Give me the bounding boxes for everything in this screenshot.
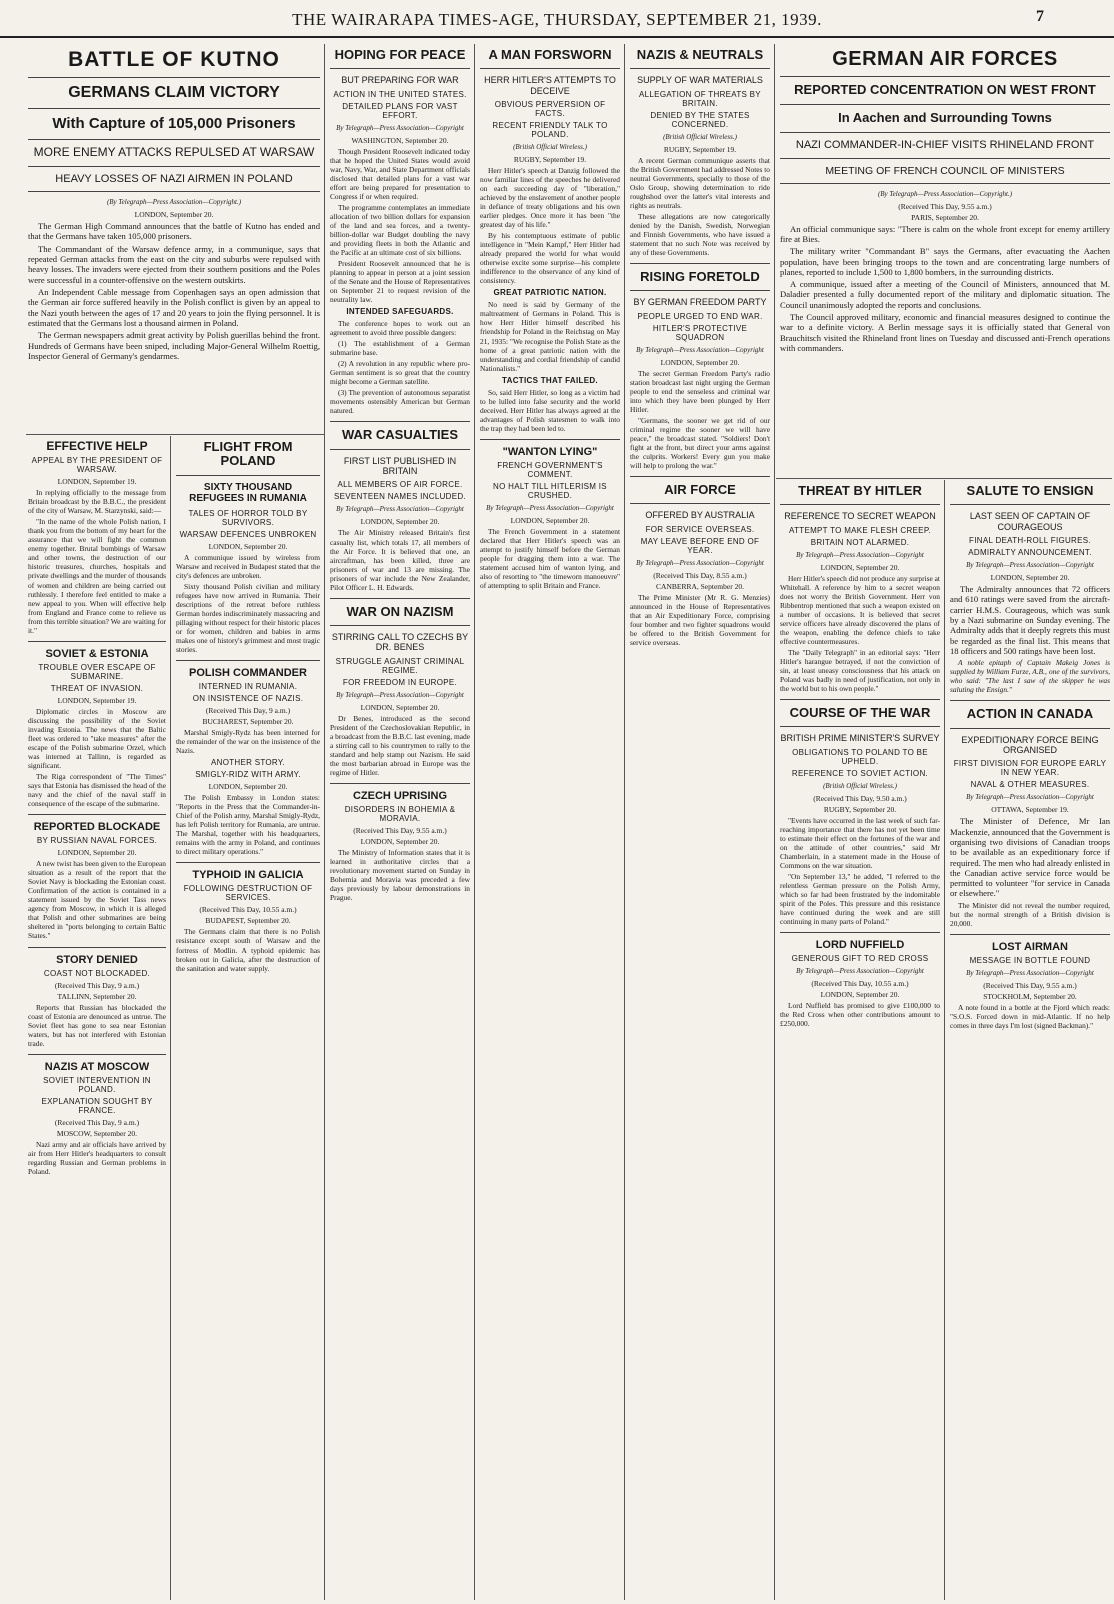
- headline: COURSE OF THE WAR: [789, 705, 931, 721]
- paragraph: By his contemptuous estimate of public intelligence in "Mein Kampf," Herr Hitler had already prepared the world for what would otherwise excite some surprise—his complete indifference to the observance of any kind of consistency.: [480, 231, 620, 286]
- headline: WAR CASUALTIES: [341, 427, 459, 443]
- paragraph: The Riga correspondent of "The Times" says that Estonia has dismissed the head of the navy and the chief of the naval staff in consequence of the escape of the submarine.: [28, 772, 166, 809]
- subheadline: GERMANS CLAIM VICTORY: [68, 84, 280, 102]
- paragraph: The conference hopes to work out an agreement to avoid three possible dangers:: [330, 319, 470, 338]
- paragraph: The Council approved military, economic and financial measures designed to continue the war to a definite victory. A Berlin message says it is officially stated that General von Brauchitsch visited the Rhineland front lines on Tuesday and discussed anti-French operations with commanders.: [780, 312, 1110, 354]
- received-note: (Received This Day, 9.55 a.m.): [353, 825, 447, 835]
- subheadline: FIRST LIST PUBLISHED IN BRITAIN: [343, 455, 457, 477]
- byline: By Telegraph—Press Association—Copyright: [336, 690, 464, 699]
- paragraph: Though President Roosevelt indicated today that he hoped the United States would avoid war, Navy, War, and State Department officials disclosed that detailed plans for a vast war effort are being prepared for presentation to Congress if or when required.: [330, 146, 470, 201]
- subheadline: RECENT FRIENDLY TALK TO POLAND.: [492, 120, 608, 139]
- paragraph: "On September 13," he added, "I referred to the relentless German pressure on the Polish Army, which so far had been frustrated by the indomitable spirit of the Poles. This pressure and this resistance have continued during the week and are still continuing in many parts of Poland.": [780, 871, 940, 927]
- paragraph: Sixty thousand Polish civilian and military refugees have now arrived in Rumania. Their descriptions of the retreat before ruthless German hordes indiscriminately massacring and pillaging without respect for their historic places or for women, children and babies in arms makes one of history's grimmest and most tragic stories.: [176, 581, 320, 654]
- dateline: RUGBY, September 19.: [663, 144, 737, 154]
- dateline: LONDON, September 19.: [57, 477, 137, 487]
- dateline: LONDON, September 20.: [57, 848, 137, 858]
- byline: (By Telegraph—Press Association—Copyright.): [877, 189, 1013, 198]
- subheadline: ALL MEMBERS OF AIR FORCE.: [337, 480, 463, 490]
- dateline: LONDON, September 20.: [360, 702, 440, 712]
- paragraph: Lord Nuffield has promised to give £100,000 to the Red Cross when other contributions amount to £250,000.: [780, 1001, 940, 1029]
- subheadline: SEVENTEEN NAMES INCLUDED.: [334, 492, 466, 502]
- headline: A MAN FORSWORN: [488, 48, 612, 62]
- subheadline: PEOPLE URGED TO END WAR.: [637, 311, 763, 321]
- paragraph: Nazi army and air officials have arrived by air from Herr Hitler's headquarters to consult regarding Russian and German problems in Poland.: [28, 1139, 166, 1176]
- paragraph: The Minister of Defence, Mr Ian Mackenzie, announced that the Government is organising two divisions of Canadian troops to be available as an expeditionary force if required. The men who had already enlisted in the Canadian active service force would be permitted to volunteer "for service in Canada or elsewhere.": [950, 816, 1110, 899]
- column-flight: [176, 440, 320, 1600]
- received-note: (Received This Day, 10.55 a.m.): [811, 979, 909, 989]
- byline: By Telegraph—Press Association—Copyright: [966, 968, 1094, 977]
- headline: LOST AIRMAN: [992, 940, 1068, 953]
- paragraph: The programme contemplates an immediate allocation of two billion dollars for expansion of the land and sea forces, and a twenty-billion-dollar war Budget doubling the navy and providing fleets in both the Atlantic and the Pacific at an ultimate cost of six billions.: [330, 202, 470, 257]
- subheadline: MEETING OF FRENCH COUNCIL OF MINISTERS: [825, 164, 1065, 177]
- paragraph: President Roosevelt announced that he is planning to appear in person at a joint session of the Senate and the House of Representatives on September 21 to request revision of the neutrality law.: [330, 259, 470, 305]
- subheadline: ADMIRALTY ANNOUNCEMENT.: [968, 547, 1092, 557]
- paragraph: "Events have occurred in the last week of such far-reaching importance that there has not yet been time to estimate their effect on the fortunes of the war and on the attitude of other countries," said Mr Chamberlain, in a statement made in the House of Commons on the war situation.: [780, 815, 940, 870]
- paragraph: The "Daily Telegraph" in an editorial says: "Herr Hitler's harangue betrayed, if not the conviction of sin, at least uneasy consciousness that his attack on Poland was badly in need of justification, not only in the world but to his own people.": [780, 647, 940, 694]
- subheadline: THREAT OF INVASION.: [50, 683, 144, 693]
- subheadline: NAZI COMMANDER-IN-CHIEF VISITS RHINELAND FRONT: [795, 138, 1095, 151]
- paragraph: The Commandant of the Warsaw defence army, in a communique, says that repeated German attacks from the east on the city and suburbs were repulsed with heavy losses. The invaders were ejected from their southern positions and the Poles were successful in a counter-offensive on the western outskirts.: [28, 243, 320, 285]
- subheadline: HERR HITLER'S ATTEMPTS TO DECEIVE: [484, 75, 616, 96]
- paragraph: A communique, issued after a meeting of the Council of Ministers, announced that M. Daladier presented a fully documented report of the military and diplomatic situation. The Council unanimously adopted the reports and conclusions.: [780, 279, 1110, 310]
- received-note: (Received This Day, 9 a.m.): [54, 980, 140, 990]
- paragraph: The military writer "Commandant B" says the Germans, after evacuating the Aachen population, have been bringing troops to the town and are concentrating large numbers of planes, reported to include 1,500 to 1,800 bombers, in the surrounding districts.: [780, 246, 1110, 277]
- headline: BATTLE OF KUTNO: [68, 48, 280, 71]
- article-german-air-forces: [780, 48, 1110, 476]
- column-rule: [474, 44, 475, 1600]
- paragraph: The Germans claim that there is no Polish resistance except south of Warsaw and the fortress of Modlin. A typhoid epidemic has broken out in Galicia, after the destruction of the sanitation and water supply.: [176, 927, 320, 973]
- paragraph: "Germans, the sooner we get rid of our criminal regime the sooner we will have peace," the broadcast stated. "Soldiers! Don't fight at the front, but direct your arms against the culprits. Workers! Every gun you make will help to prolong the war.": [630, 415, 770, 470]
- subheadline: MAY LEAVE BEFORE END OF YEAR.: [640, 536, 760, 555]
- subheadline: BUT PREPARING FOR WAR: [341, 75, 459, 86]
- headline: GERMAN AIR FORCES: [832, 48, 1058, 70]
- byline: By Telegraph—Press Association—Copyright: [796, 967, 924, 976]
- paragraph: A communique issued by wireless from Warsaw and received in Budapest stated that the city's defences are unbroken.: [176, 552, 320, 580]
- subheadline: INTENDED SAFEGUARDS.: [346, 307, 454, 317]
- paragraph: The French Government in a statement declared that Herr Hitler's speech was an attempt to justify himself before the German people for dragging them into a war. The statement accused him of wanton lying, and also of resorting to "the timeworn manoeuvre" of attempting to split Britain and France.: [480, 526, 620, 591]
- subheadline: TROUBLE OVER ESCAPE OF SUBMARINE.: [38, 662, 156, 681]
- dateline: RUGBY, September 20.: [823, 804, 897, 814]
- subheadline: FOR FREEDOM IN EUROPE.: [342, 677, 458, 687]
- paragraph: So, said Herr Hitler, so long as a victim had to be lulled into false security and the world deceived. Herr Hitler has always agreed at the advantages of Polish statesmen to walk into the trap they had been led to.: [480, 387, 620, 433]
- subheadline: DETAILED PLANS FOR VAST EFFORT.: [342, 101, 458, 120]
- paragraph: The Air Ministry released Britain's first casualty list, which totals 17, all members of the Air Force. It is believed that one, an aircraftman, has been killed, three are prisoners of war and 13 are missing. The prisoners of war include the New Zealander, Pilot Officer L. H. Edwards.: [330, 528, 470, 592]
- dateline: LONDON, September 20.: [208, 782, 288, 792]
- column-rule: [944, 480, 945, 1600]
- subheadline: WARSAW DEFENCES UNBROKEN: [179, 529, 317, 539]
- dateline: CANBERRA, September 20.: [656, 581, 744, 591]
- headline: STORY DENIED: [56, 953, 138, 966]
- paragraph: The Minister did not reveal the number required, but the normal strength of a British division is 20,000.: [950, 900, 1110, 928]
- paragraph: The Ministry of Information states that it is learned in authoritative circles that a revolutionary movement started on Sunday in Bohemia and Moravia was preceded a few days previously by labour demonstrations in Prague.: [330, 847, 470, 903]
- dateline: LONDON, September 19.: [57, 695, 137, 705]
- headline: AIR FORCE: [664, 481, 736, 497]
- subheadline: TALES OF HORROR TOLD BY SURVIVORS.: [188, 508, 308, 527]
- headline: THREAT BY HITLER: [798, 484, 922, 498]
- dateline: TALLINN, September 20.: [57, 991, 137, 1001]
- dateline: LONDON, September 20.: [360, 836, 440, 846]
- section-rule: [776, 478, 1112, 479]
- byline: By Telegraph—Press Association—Copyright: [336, 123, 464, 132]
- byline: (British Official Wireless.): [663, 132, 737, 141]
- subheadline: LAST SEEN OF CAPTAIN OF COURAGEOUS: [969, 511, 1091, 532]
- column-seven: [950, 484, 1110, 1600]
- column-left: [28, 440, 166, 1600]
- subheadline: ATTEMPT TO MAKE FLESH CREEP.: [789, 525, 931, 535]
- paragraph: (3) The prevention of autonomous separatist movements ostensibly American but German natured.: [330, 388, 470, 416]
- paragraph: A recent German communique asserts that the British Government had addressed Notes to neutral Governments, specially to those of the Oslo Group, showing determination to ride roughshod over the latter's vital interests and rights as neutrals.: [630, 155, 770, 210]
- subheadline: BY GERMAN FREEDOM PARTY: [633, 297, 767, 308]
- column-three: [330, 48, 470, 1600]
- subheadline: GREAT PATRIOTIC NATION.: [493, 288, 607, 298]
- received-note: (Received This Day, 9.50 a.m.): [813, 793, 907, 803]
- byline: By Telegraph—Press Association—Copyright: [796, 550, 924, 559]
- dateline: LONDON, September 20.: [510, 515, 590, 525]
- byline: By Telegraph—Press Association—Copyright: [966, 793, 1094, 802]
- headline: ACTION IN CANADA: [966, 706, 1094, 722]
- dateline: STOCKHOLM, September 20.: [983, 991, 1077, 1001]
- subheadline: ANOTHER STORY.: [211, 758, 285, 768]
- subheadline: NAVAL & OTHER MEASURES.: [970, 780, 1090, 790]
- subheadline: FOR SERVICE OVERSEAS.: [645, 524, 755, 534]
- subheadline: FOLLOWING DESTRUCTION OF SERVICES.: [183, 884, 313, 903]
- subheadline: With Capture of 105,000 Prisoners: [52, 115, 296, 133]
- received-note: (Received This Day, 9 a.m.): [205, 706, 291, 716]
- paragraph: A new twist has been given to the European situation as a result of the report that the Soviet Navy is blockading the Estonian coast. Confirmation of the action is contained in a statement issued by the Soviet Tass news agency from Moscow, in which it is alleged that Polish and other submarines are being sheltered in "ports belonging to certain Baltic States.": [28, 859, 166, 941]
- headline: NAZIS AT MOSCOW: [44, 1060, 150, 1073]
- subheadline: ON INSISTENCE OF NAZIS.: [192, 694, 304, 704]
- byline: By Telegraph—Press Association—Copyright: [336, 505, 464, 514]
- dateline: LONDON, September 20.: [208, 541, 288, 551]
- dateline: LONDON, September 20.: [134, 210, 214, 220]
- section-rule: [26, 434, 324, 435]
- byline: By Telegraph—Press Association—Copyright: [636, 558, 764, 567]
- dateline: WASHINGTON, September 20.: [351, 135, 449, 145]
- subheadline: FIRST DIVISION FOR EUROPE EARLY IN NEW YEAR.: [953, 759, 1107, 778]
- paragraph: Herr Hitler's speech at Danzig followed the now familiar lines of the speeches he delivered on each succeeding day of "liberation," achieved by the enslavement of another people in defiance of treaty obligations and his own earlier pledges. Once more it has been "the greatest day of his life.": [480, 165, 620, 230]
- column-rule: [324, 44, 325, 1600]
- paragraph: A note found in a bottle at the Fjord which reads: "S.O.S. Forced down in mid-Atlantic. If no help comes in three days I'm lost (signed Backman).": [950, 1002, 1110, 1031]
- dateline: OTTAWA, September 19.: [991, 805, 1069, 815]
- dateline: LONDON, September 20.: [820, 562, 900, 572]
- byline: (British Official Wireless.): [513, 142, 587, 151]
- headline: NAZIS & NEUTRALS: [636, 48, 764, 62]
- headline: REPORTED BLOCKADE: [33, 821, 161, 834]
- column-six: [780, 484, 940, 1600]
- paragraph: A noble epitaph of Captain Makeig Jones is supplied by William Furze, A.B., one of the survivors, who said: "The last I saw of the skipper he was saluting the Ensign.": [950, 658, 1110, 695]
- dateline: RUGBY, September 19.: [513, 154, 587, 164]
- received-note: (Received This Day, 9.55 a.m.): [898, 201, 992, 211]
- headline: SALUTE TO ENSIGN: [966, 484, 1094, 498]
- subheadline: REFERENCE TO SECRET WEAPON: [784, 511, 936, 522]
- byline: By Telegraph—Press Association—Copyright: [966, 560, 1094, 569]
- subheadline: REPORTED CONCENTRATION ON WEST FRONT: [794, 82, 1096, 97]
- column-four: [480, 48, 620, 1600]
- subheadline: FRENCH GOVERNMENT'S COMMENT.: [497, 460, 603, 479]
- paragraph: The German High Command announces that the battle of Kutno has ended and that the Germans have taken 105,000 prisoners.: [28, 221, 320, 242]
- byline: By Telegraph—Press Association—Copyright: [486, 503, 614, 512]
- paragraph: (1) The establishment of a German submarine base.: [330, 339, 470, 358]
- headline: RISING FORETOLD: [640, 268, 760, 284]
- subheadline: NO HALT TILL HITLERISM IS CRUSHED.: [493, 481, 607, 500]
- column-rule: [170, 436, 171, 1600]
- byline: By Telegraph—Press Association—Copyright: [636, 345, 764, 354]
- subheadline: EXPLANATION SOUGHT BY FRANCE.: [41, 1096, 153, 1115]
- subheadline: SUPPLY OF WAR MATERIALS: [637, 75, 763, 86]
- received-note: (Received This Day, 9.55 a.m.): [983, 980, 1077, 990]
- dateline: PARIS, September 20.: [911, 212, 979, 222]
- received-note: (Received This Day, 8.55 a.m.): [653, 570, 747, 580]
- headline: CZECH UPRISING: [352, 789, 448, 802]
- subheadline: HEAVY LOSSES OF NAZI AIRMEN IN POLAND: [55, 172, 293, 185]
- paragraph: The German newspapers admit great activity by Polish guerillas behind the front. Hundreds of Germans have been sniped, including Major-General Wilhelm Roettig, Inspector General of Germany's gendarmes.: [28, 330, 320, 361]
- dateline: MOSCOW, September 20.: [56, 1128, 138, 1138]
- subheadline: ACTION IN THE UNITED STATES.: [333, 89, 467, 99]
- paragraph: The Polish Embassy in London states: "Reports in the Press that the Commander-in-Chief of the Polish army, Marshal Smigly-Rydz, has left Polish territory for Rumania, are untrue. The Marshal, together with his headquarters, remains with the army in Poland, and continues to direct military operations.": [176, 793, 320, 857]
- subheadline: HITLER'S PROTECTIVE SQUADRON: [652, 323, 748, 342]
- headline: "WANTON LYING": [502, 445, 598, 458]
- subheadline: TACTICS THAT FAILED.: [502, 375, 598, 385]
- headline: SOVIET & ESTONIA: [45, 647, 149, 660]
- subheadline: MORE ENEMY ATTACKS REPULSED AT WARSAW: [33, 144, 315, 159]
- paragraph: Dr Benes, introduced as the second President of the Czechoslovakian Republic, in a broadcast from the B.B.C. last evening, made a stirring call to his countrymen to rally to the standard and help stamp out Nazism. He said the most barbarian abroad in Europe was the regime of Hitler.: [330, 713, 470, 777]
- subheadline: SMIGLY-RIDZ WITH ARMY.: [195, 770, 301, 780]
- subheadline: REFERENCE TO SOVIET ACTION.: [791, 768, 929, 778]
- subheadline: OBVIOUS PERVERSION OF FACTS.: [494, 99, 606, 118]
- subheadline: EXPEDITIONARY FORCE BEING ORGANISED: [961, 734, 1099, 755]
- masthead: [0, 6, 1114, 38]
- subheadline: In Aachen and Surrounding Towns: [838, 109, 1052, 125]
- headline: HOPING FOR PEACE: [334, 48, 466, 62]
- paragraph: Reports that Russian has blockaded the coast of Estonia are denounced as untrue. The Soviet fleet has gone to sea near Estonian waters, but has not interfered with Estonian trade.: [28, 1002, 166, 1048]
- dateline: LONDON, September 20.: [990, 572, 1070, 582]
- subheadline: GENEROUS GIFT TO RED CROSS: [791, 954, 929, 964]
- subheadline: STRUGGLE AGAINST CRIMINAL REGIME.: [335, 656, 465, 675]
- article-battle-of-kutno: [28, 48, 320, 432]
- headline: WAR ON NAZISM: [346, 603, 454, 619]
- paragraph: Herr Hitler's speech did not produce any surprise at Whitehall. A reference by him to a secret weapon does not worry the British Government. Herr von Ribbentrop mentioned that such a weapon existed on a number of occasions. It is believed that secret service officers have already discovered the plans of the weapon, enabling the defence chiefs to take effective countermeasures.: [780, 573, 940, 646]
- paragraph: The secret German Freedom Party's radio station broadcast last night urging the German people to end the senseless and criminal war into which they have been plunged by Herr Hitler.: [630, 368, 770, 414]
- column-five: [630, 48, 770, 1600]
- column-rule: [624, 44, 625, 1600]
- paragraph: An Independent Cable message from Copenhagen says an open admission that the German air force suffered heavily in the Polish conflict is given by an appeal to the Nazi youth between the ages of 17 and 20 years to join the flying personnel. It is estimated that the Germans lost a thousand airmen in Poland.: [28, 287, 320, 328]
- byline: (By Telegraph—Press Association—Copyright.): [106, 198, 242, 207]
- dateline: LONDON, September 20.: [820, 990, 900, 1000]
- paragraph: The Admiralty announces that 72 officers and 610 ratings were saved from the aircraft-carrier H.M.S. Courageous, which was sunk by a Nazi submarine on Sunday evening. The Admiralty adds that it deeply regrets this must be regarded as the final list. This means that 18 officers and 500 ratings have been lost.: [950, 583, 1110, 656]
- paragraph: Diplomatic circles in Moscow are discussing the possibility of the Soviet invading Estonia. The news that the Baltic fleet was ordered to "take measures" after the escape of the Polish submarine Orzel, which was interned at Tallinn, is regarded as significant.: [28, 706, 166, 770]
- paragraph: Marshal Smigly-Rydz has been interned for the remainder of the war on the insistence of the Nazis.: [176, 728, 320, 756]
- subheadline: BY RUSSIAN NAVAL FORCES.: [36, 836, 158, 846]
- subheadline: DISORDERS IN BOHEMIA & MORAVIA.: [344, 804, 456, 823]
- column-rule: [774, 44, 775, 1600]
- paragraph: The Prime Minister (Mr R. G. Menzies) announced in the House of Representatives that an Air Expeditionary Force, comprising four bomber and two fighter squadrons would be offered to the British Government for service overseas.: [630, 592, 770, 647]
- headline: EFFECTIVE HELP: [46, 440, 148, 453]
- paragraph: (2) A revolution in any republic where pro-German sentiment is so great that the country might become a German satellite.: [330, 359, 470, 387]
- received-note: (Received This Day, 9 a.m.): [54, 1117, 140, 1127]
- subheadline: SOVIET INTERVENTION IN POLAND.: [43, 1075, 151, 1094]
- masthead-title: THE WAIRARAPA TIMES-AGE, THURSDAY, SEPTEMBER 21, 1939.: [292, 10, 822, 29]
- paragraph: An official communique says: "There is calm on the whole front except for enemy artillery fire at Bies.: [780, 223, 1110, 244]
- subheadline: BRITAIN NOT ALARMED.: [810, 537, 910, 547]
- subheadline: OFFERED BY AUSTRALIA: [645, 510, 755, 521]
- received-note: (Received This Day, 10.55 a.m.): [199, 905, 297, 915]
- paragraph: "In the name of the whole Polish nation, I thank you from the bottom of my heart for the assurance that we will fight the common enemy together. Brutal bombings of Warsaw and other towns, the destruction of our historic treasures, churches, hospitals and private dwellings and the murder of thousands of women and children are being carried out ruthlessly. I therefore feel entitled to make a new appeal to you. When will effective help from England and France come to relieve us from this terrible situation? We are waiting for it.": [28, 517, 166, 635]
- headline: TYPHOID IN GALICIA: [192, 869, 304, 882]
- headline: FLIGHT FROM POLAND: [203, 440, 293, 469]
- subheadline: SIXTY THOUSAND REFUGEES IN RUMANIA: [189, 481, 307, 505]
- paragraph: No need is said by Germany of the maltreatment of Germans in Poland. This is how Herr Hitler himself described his friendship for Poland in the Reichstag on May 21, 1935: "We recognise the Polish State as the home of a great patriotic nation with the understanding and cordial friendship of candid Nationalists.": [480, 300, 620, 373]
- paragraph: In replying officially to the message from Britain broadcast by the B.B.C., the president of the city of Warsaw, M. Starzynski, said:—: [28, 488, 166, 516]
- dateline: LONDON, September 20.: [660, 357, 740, 367]
- byline: (British Official Wireless.): [823, 781, 897, 790]
- page-number: 7: [1036, 8, 1044, 25]
- subheadline: OBLIGATIONS TO POLAND TO BE UPHELD.: [792, 747, 928, 766]
- subheadline: STIRRING CALL TO CZECHS BY DR. BENES: [331, 631, 469, 653]
- subheadline: INTERNED IN RUMANIA.: [198, 682, 298, 692]
- headline: LORD NUFFIELD: [815, 939, 905, 952]
- subheadline: COAST NOT BLOCKADED.: [43, 968, 151, 978]
- subheadline: DENIED BY THE STATES CONCERNED.: [650, 110, 750, 129]
- dateline: LONDON, September 20.: [360, 517, 440, 527]
- dateline: BUDAPEST, September 20.: [205, 916, 291, 926]
- subheadline: MESSAGE IN BOTTLE FOUND: [969, 955, 1091, 965]
- subheadline: FINAL DEATH-ROLL FIGURES.: [969, 535, 1091, 545]
- subheadline: ALLEGATION OF THREATS BY BRITAIN.: [639, 89, 761, 108]
- subheadline: BRITISH PRIME MINISTER'S SURVEY: [780, 733, 940, 744]
- paragraph: These allegations are now categorically denied by the Danish, Swedish, Norwegian and Finnish Governments, who have issued a statement that no such Note was received by any of these Governments.: [630, 211, 770, 257]
- dateline: BUCHAREST, September 20.: [202, 717, 294, 727]
- subheadline: APPEAL BY THE PRESIDENT OF WARSAW.: [31, 456, 163, 475]
- headline: POLISH COMMANDER: [189, 666, 307, 679]
